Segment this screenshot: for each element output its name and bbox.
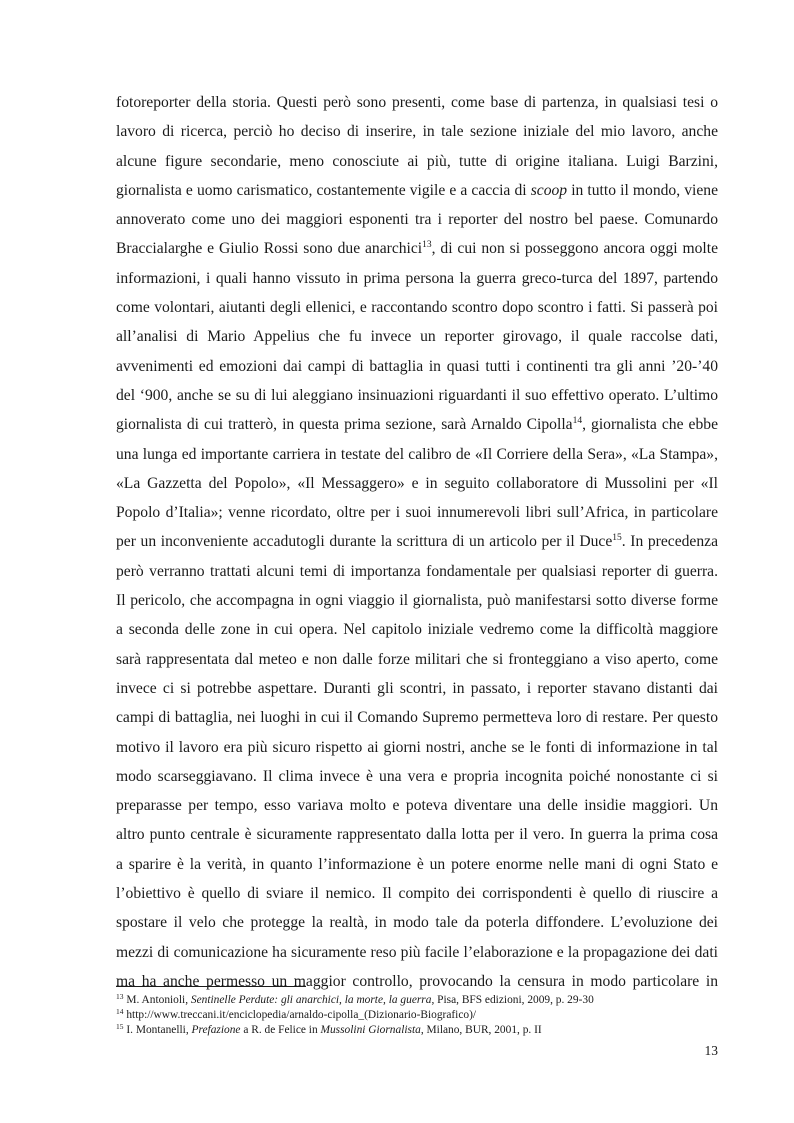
footnotes	[116, 993, 718, 1037]
text-line: spostare il velo che protegge la realtà, in modo tale da poterla diffondere. L’evoluzione dei	[116, 914, 718, 932]
text-line: l’obiettivo è quello di sviare il nemico. Il compito dei corrispondenti è quello di riuscire a	[116, 885, 718, 903]
text-line: del ‘900, anche se su di lui aleggiano insinuazioni riguardanti il suo effettivo operato. L’ultimo	[116, 386, 718, 404]
footnote-ref-15: 15	[612, 533, 622, 544]
text-line: ma ha anche permesso un maggior controllo, provocando la censura in modo particolare in	[116, 972, 718, 990]
text-line: «La Gazzetta del Popolo», «Il Messaggero» e in seguito collaboratore di Mussolini per «Il	[116, 474, 718, 492]
footnote-ref-14: 14	[572, 416, 583, 427]
text-line: avvenimenti ed emozioni dai campi di battaglia in quasi tutti i continenti tra gli anni ’20-’40	[116, 357, 718, 375]
text-line: come volontari, aiutanti degli ellenici, e raccontando scontro dopo scontro i fatti. Si passerà poi	[116, 299, 718, 317]
footnote-ref-13: 13	[422, 240, 432, 251]
text-line: alcune figure secondarie, meno conosciute ai più, tutte di origine italiana. Luigi Barzini,	[116, 152, 718, 170]
italic-term: scoop	[530, 181, 568, 199]
text-line: a sparire è la verità, in quanto l’informazione è un potere enorme nelle mani di ogni Stato e	[116, 855, 718, 873]
text-line: preparasse per tempo, esso variava molto e poteva diventare una delle insidie maggiori. Un	[116, 797, 718, 815]
body-paragraph	[116, 88, 718, 996]
text-line: però verranno trattati alcuni temi di importanza fondamentale per qualsiasi reporter di guerra.	[116, 562, 718, 580]
text-line: Braccialarghe e Giulio Rossi sono due anarchici$^{13}$, di cui non si posseggono ancora oggi molte	[116, 240, 718, 258]
page-number: 13	[704, 1043, 718, 1058]
text-line: a seconda delle zone in cui opera. Nel capitolo iniziale vedremo come la difficoltà maggiore	[116, 621, 718, 639]
footnote-14: $^{14}$ http://www.treccani.it/enciclopedia/arnaldo-cipolla_(Dizionario-Biografico)/	[116, 1006, 477, 1021]
text-line: informazioni, i quali hanno vissuto in prima persona la guerra greco-turca del 1897, partendo	[116, 269, 718, 287]
text-line: una lunga ed importante carriera in testate del calibro de «Il Corriere della Sera», «La Stampa»,	[116, 445, 718, 463]
text-line: motivo il lavoro era più sicuro rispetto ai giorni nostri, anche se le fonti di informazione in tal	[116, 738, 718, 756]
text-line: altro punto centrale è sicuramente rappresentato dalla lotta per il vero. In guerra la prima cosa	[116, 826, 718, 844]
footnote-13: $^{13}$ M. Antonioli, Sentinelle Perdute: gli anarchici, la morte, la guerra, Pisa, BFS edizioni, 2009, p. 29-30	[116, 992, 594, 1006]
text-line: sarà rappresentata dal meteo e non dalle forze militari che si fronteggiano a viso aperto, come	[116, 650, 718, 668]
text-line: all’analisi di Mario Appelius che fu invece un reporter girovago, il quale raccolse dati,	[116, 328, 718, 346]
footnote-separator	[116, 986, 306, 987]
text-line: per un inconveniente accadutogli durante la scrittura di un articolo per il Duce$^{15}$. In precedenza	[116, 533, 718, 551]
text-line: fotoreporter della storia. Questi però sono presenti, come base di partenza, in qualsiasi tesi o	[116, 94, 718, 111]
text-line: giornalista di cui tratterò, in questa prima sezione, sarà Arnaldo Cipolla$^{14}$, giornalista che ebbe	[116, 416, 718, 434]
text-line: Il pericolo, che accompagna in ogni viaggio il giornalista, può manifestarsi sotto diverse forme	[116, 592, 718, 610]
text-line: mezzi di comunicazione ha sicuramente reso più facile l’elaborazione e la propagazione dei dati	[116, 943, 718, 961]
text-line: annoverato come uno dei maggiori esponenti tra i reporter del nostro bel paese. Comunardo	[116, 211, 718, 229]
text-line: giornalista e uomo carismatico, costantemente vigile e a caccia di scoop in tutto il mondo, viene	[116, 181, 718, 199]
footnote-15: $^{15}$ I. Montanelli, Prefazione a R. de Felice in Mussolini Giornalista, Milano, BUR, 2001, p. II	[116, 1021, 542, 1036]
text-line: Popolo d’Italia»; venne ricordato, oltre per i suoi innumerevoli libri sull’Africa, in particolare	[116, 504, 718, 522]
text-line: modo scarseggiavano. Il clima invece è una vera e propria incognita poiché nonostante ci si	[116, 767, 718, 785]
text-line: campi di battaglia, nei luoghi in cui il Comando Supremo permetteva loro di restare. Per questo	[116, 709, 718, 727]
text-line: invece ci si potrebbe aspettare. Duranti gli scontri, in passato, i reporter stavano distanti dai	[116, 679, 718, 697]
text-line: lavoro di ricerca, perciò ho deciso di inserire, in tale sezione iniziale del mio lavoro, anche	[116, 123, 718, 141]
